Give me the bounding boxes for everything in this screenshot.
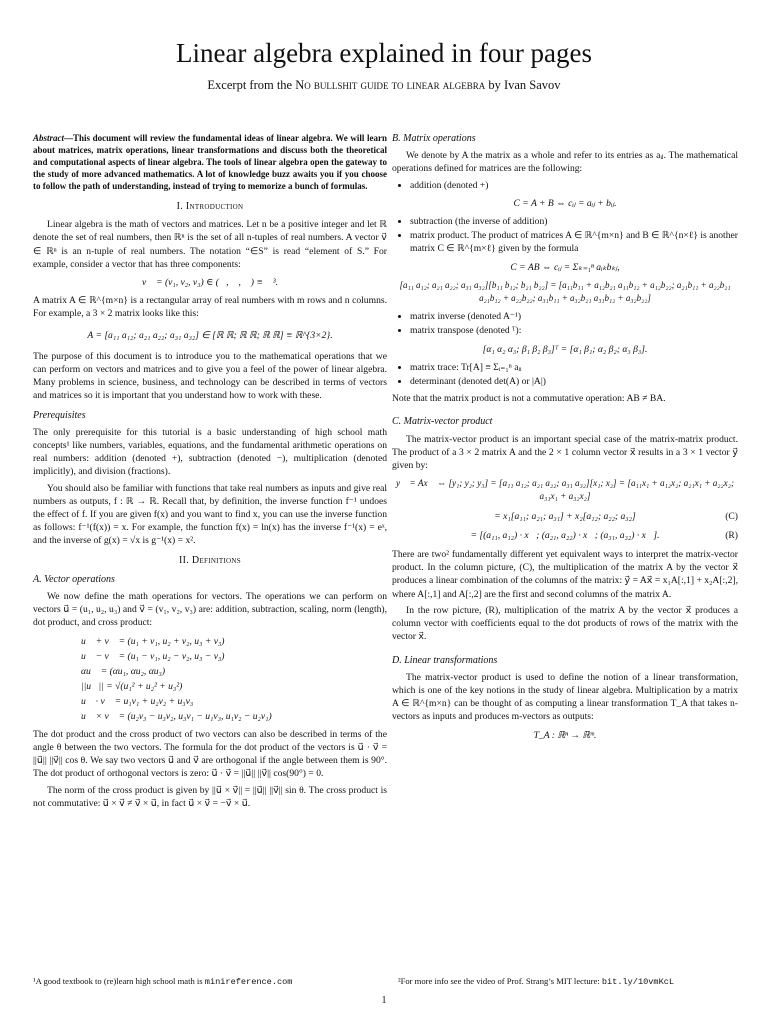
list-item-determinant: • determinant (denoted det(A) or |A|) [410, 375, 738, 388]
matrix-vector-paragraph-2: There are two² fundamentally different yet equivalent ways to interpret the matrix-vector product. In the column picture, (C), the multiplication of the matrix A by the vector x⃗ produces a linear combination of the columns of the matrix: y⃗ = Ax⃗ = x₁A[:,1] + x₂A[:,2], where A[:,1] and A[:,2] are the first and second columns of the matrix A. [392, 549, 738, 600]
equation-matrix-addition: C = A + B ⇔ cᵢⱼ = aᵢⱼ + bᵢⱼ. [513, 197, 617, 209]
section-heading-definitions: II. Definitions [179, 554, 241, 566]
prereq-paragraph-1: The only prerequisite for this tutorial is a basic understanding of high school math concepts¹ like numbers, variables, equations, and the fundamental arithmetic operations on real numbers: addition (denoted +), subtraction (denoted −), multiplication (denoted implicitly), and division (fractions). [33, 426, 387, 478]
matrix-vector-paragraph-3: In the row picture, (R), multiplication of the matrix A by the vector x⃗ produces a column vector with coefficients equal to the dot products of rows of the matrix with the vector x⃗. [392, 604, 738, 643]
matrix-ops-list-4 [392, 361, 738, 388]
footnote-2-text: ²For more info see the video of Prof. Strang’s MIT lecture: [398, 976, 602, 986]
section-heading-introduction: I. Introduction [176, 201, 244, 212]
subsection-heading-prerequisites: Prerequisites [33, 409, 86, 421]
intro-paragraph-3: The purpose of this document is to introduce you to the mathematical operations that we can perform on vectors and matrices and to give you a feel of the power of linear algebra. Many problems in science, business, and technology can be described in terms of vectors and matrices so it is important that you understand how to work with these. [33, 350, 387, 402]
abstract-text: —This document will review the fundamental ideas of linear algebra. We will learn about matrices, matrix operations, linear transformations and discuss both the theoretical and computational aspects of linear algebra. The tools of linear algebra open the gateway to the study of more advanced mathematics. A lot of knowledge buzz awaits you if you choose to follow the path of understanding, instead of trying to memorize a bunch of formulas. [33, 133, 387, 191]
right-column [392, 132, 738, 747]
subtitle-prefix: Excerpt from the [207, 78, 296, 92]
equation-row-picture-body: = [(a₁₁, a₁₂) · x⃗; (a₂₁, a₂₂) · x⃗; (a₃₁, a₃₂) · x⃗]. [470, 529, 660, 541]
equation-matrix-def: A = [a₁₁ a₁₂; a₂₁ a₂₂; a₃₁ a₃₂] ∈ [ℝ ℝ; ℝ ℝ; ℝ ℝ] ≡ ℝ^{3×2}. [87, 329, 333, 341]
list-item-trace: • matrix trace: Tr[A] ≡ Σᵢ₌₁ⁿ aᵢᵢ [410, 361, 738, 374]
prereq-paragraph-2: You should also be familiar with functions that take real numbers as inputs and give real numbers as outputs, f : ℝ → ℝ. Recall that, by definition, the inverse function f⁻¹ undoes the effect of f. If you are given f(x) and you want to find x, you can use the inverse function as follows: f⁻¹(f(x)) = x. For example, the function f(x) = ln(x) has the inverse f⁻¹(x) = eˣ, and the inverse of g(x) = √x is g⁻¹(x) = x². [33, 482, 387, 547]
matrix-ops-paragraph: We denote by A the matrix as a whole and refer to its entries as aᵢⱼ. The mathematical operations defined for matrices are the following: [392, 150, 738, 175]
subsection-heading-matrix-ops: B. Matrix operations [392, 133, 476, 144]
linear-transformations-paragraph: The matrix-vector product is used to define the notion of a linear transformation, which is one of the key notions in the study of linear algebra. Multiplication by a matrix A ∈ ℝ^{m×n} can be thought of as computing a linear transformation T_A that takes n-vectors as inputs and produces m-vectors as outputs: [392, 671, 738, 723]
equation-vector-def: v⃗ = (v₁, v₂, v₃) ∈ (ℝ, ℝ, ℝ) ≡ ℝ³. [141, 277, 279, 289]
dot-cross-paragraph: The dot product and the cross product of two vectors can also be described in terms of the angle θ between the two vectors. The formula for the dot product of the vectors is u⃗ · v⃗ = ||u⃗|| ||v⃗|| cos θ. We say two vectors u⃗ and v⃗ are orthogonal if the angle between them is 90°. The dot product of orthogonal vectors is zero: u⃗ · v⃗ = ||u⃗|| ||v⃗|| cos(90°) = 0. [33, 728, 387, 780]
footnote-2 [398, 976, 744, 987]
matrix-ops-list-3 [392, 310, 738, 337]
left-column [33, 132, 387, 813]
subsection-heading-matrix-vector: C. Matrix-vector product [392, 416, 493, 428]
subsection-heading-linear-transformations: D. Linear transformations [392, 654, 498, 666]
equation-transpose: [α₁ α₂ α₃; β₁ β₂ β₃]ᵀ = [α₁ β₁; α₂ β₂; α₃ β₃]. [482, 343, 648, 355]
subtitle-author: by Ivan Savov [485, 78, 561, 92]
list-item-addition: • addition (denoted +) [410, 179, 738, 192]
paper-title: Linear algebra explained in four pages [175, 38, 593, 68]
subsection-heading-vector-ops: A. Vector operations [33, 573, 115, 585]
equation-tag-c: (C) [725, 510, 738, 522]
intro-paragraph-2: A matrix A ∈ ℝ^{m×n} is a rectangular array of real numbers with m rows and n columns. For example, a 3 × 2 matrix looks like this: [33, 295, 387, 320]
book-title: No bullshit guide to linear algebra [295, 78, 486, 92]
equation-vector-norm: ||u⃗|| = √(u₁² + u₂² + u₃²) [81, 680, 183, 692]
equation-column-picture [392, 510, 738, 523]
equation-linear-transformation: T_A : ℝⁿ → ℝᵐ. [533, 729, 597, 741]
page-number: 1 [381, 995, 387, 1006]
list-item-matrix-product: • matrix product. The product of matrices A ∈ ℝ^{m×n} and B ∈ ℝ^{n×ℓ} is another matrix C ∈ ℝ^{m×ℓ} given by the formula [410, 229, 738, 255]
footnote-1-link[interactable]: minireference.com [204, 977, 293, 987]
equation-row-picture [392, 529, 738, 542]
abstract [33, 132, 387, 192]
equation-vector-addition: u⃗ + v⃗ = (u₁ + v₁, u₂ + v₂, u₃ + v₃) [81, 635, 225, 647]
intro-paragraph-1: Linear algebra is the math of vectors and matrices. Let n be a positive integer and let ℝ denote the set of real numbers, then ℝⁿ is the set of all n-tuples of real numbers. A vector v⃗ ∈ ℝⁿ is an n-tuple of real numbers. The notation “∈S” is read “element of S.” For example, consider a vector that has three components: [33, 219, 387, 270]
vector-ops-paragraph: We now define the math operations for vectors. The operations we can perform on vectors u⃗ = (u₁, u₂, u₃) and v⃗ = (v₁, v₂, v₃) are: addition, subtraction, scaling, norm (length), dot product, and cross product: [33, 591, 387, 629]
matrix-ops-list [392, 179, 738, 192]
non-commutative-note: Note that the matrix product is not a commutative operation: AB ≠ BA. [392, 393, 666, 405]
equation-tag-r: (R) [725, 529, 738, 541]
equation-dot-product: u⃗ · v⃗ = u₁v₁ + u₂v₂ + u₃v₃ [81, 695, 194, 707]
list-item-subtraction: • subtraction (the inverse of addition) [410, 215, 738, 228]
equation-column-picture-body: = x₁[a₁₁; a₂₁; a₃₁] + x₂[a₁₂; a₂₂; a₃₂] [494, 510, 636, 522]
equation-vector-subtraction: u⃗ − v⃗ = (u₁ − v₁, u₂ − v₂, u₃ − v₃) [81, 650, 225, 662]
list-item-transpose: • matrix transpose (denoted ᵀ): [410, 324, 738, 337]
footnote-1 [33, 976, 387, 987]
matrix-vector-paragraph-1: The matrix-vector product is an important special case of the matrix-matrix product. The product of a 3 × 2 matrix A and the 2 × 1 column vector x⃗ results in a 3 × 1 vector y⃗ given by: [392, 433, 738, 472]
abstract-label: Abstract [33, 133, 65, 143]
equation-matrix-vector: y⃗ = Ax⃗ ⇔ [y₁; y₂; y₃] = [a₁₁ a₁₂; a₂₁ a₂₂; a₃₁ a₃₂][x₁; x₂] = [a₁₁x₁ + a₁₂x₂; a₂₁x₁ + a₂₂x₂; a₃₁x₁ + a₃₂x₂] [395, 478, 735, 502]
equation-matrix-product-example: [a₁₁ a₁₂; a₂₁ a₂₂; a₃₁ a₃₂][b₁₁ b₁₂; b₂₁ b₂₂] = [a₁₁b₁₁ + a₁₂b₂₁ a₁₁b₁₂ + a₁₂b₂₂; a₂₁b₁₁ + a₂₂b₂₁ a₂₁b₁₂ + a₂₂b₂₂; a₃₁b₁₁ + a₃₂b₂₁ a₃₁b₁₂ + a₃₂b₂₂] [399, 279, 731, 304]
footnote-1-text: ¹A good textbook to (re)learn high school math is [33, 976, 205, 986]
footnote-2-link[interactable]: bit.ly/10vmKcL [601, 977, 675, 987]
matrix-ops-list-2 [392, 215, 738, 256]
equation-matrix-product: C = AB ⇔ cᵢⱼ = Σₖ₌₁ⁿ aᵢₖbₖⱼ, [510, 261, 620, 273]
vector-ops-equations [81, 634, 387, 724]
paper-subtitle [0, 78, 768, 93]
equation-vector-scaling: αu⃗ = (αu₁, αu₂, αu₃) [81, 665, 166, 677]
equation-cross-product: u⃗ × v⃗ = (u₂v₃ − u₃v₂, u₃v₁ − u₁v₃, u₁v₂ − u₂v₁) [81, 710, 272, 722]
cross-norm-paragraph: The norm of the cross product is given by ||u⃗ × v⃗|| = ||u⃗|| ||v⃗|| sin θ. The cross product is not commutative: u⃗ × v⃗ ≠ v⃗ × u⃗, in fact u⃗ × v⃗ = −v⃗ × u⃗. [33, 784, 387, 809]
list-item-inverse: • matrix inverse (denoted A⁻¹) [410, 310, 738, 323]
